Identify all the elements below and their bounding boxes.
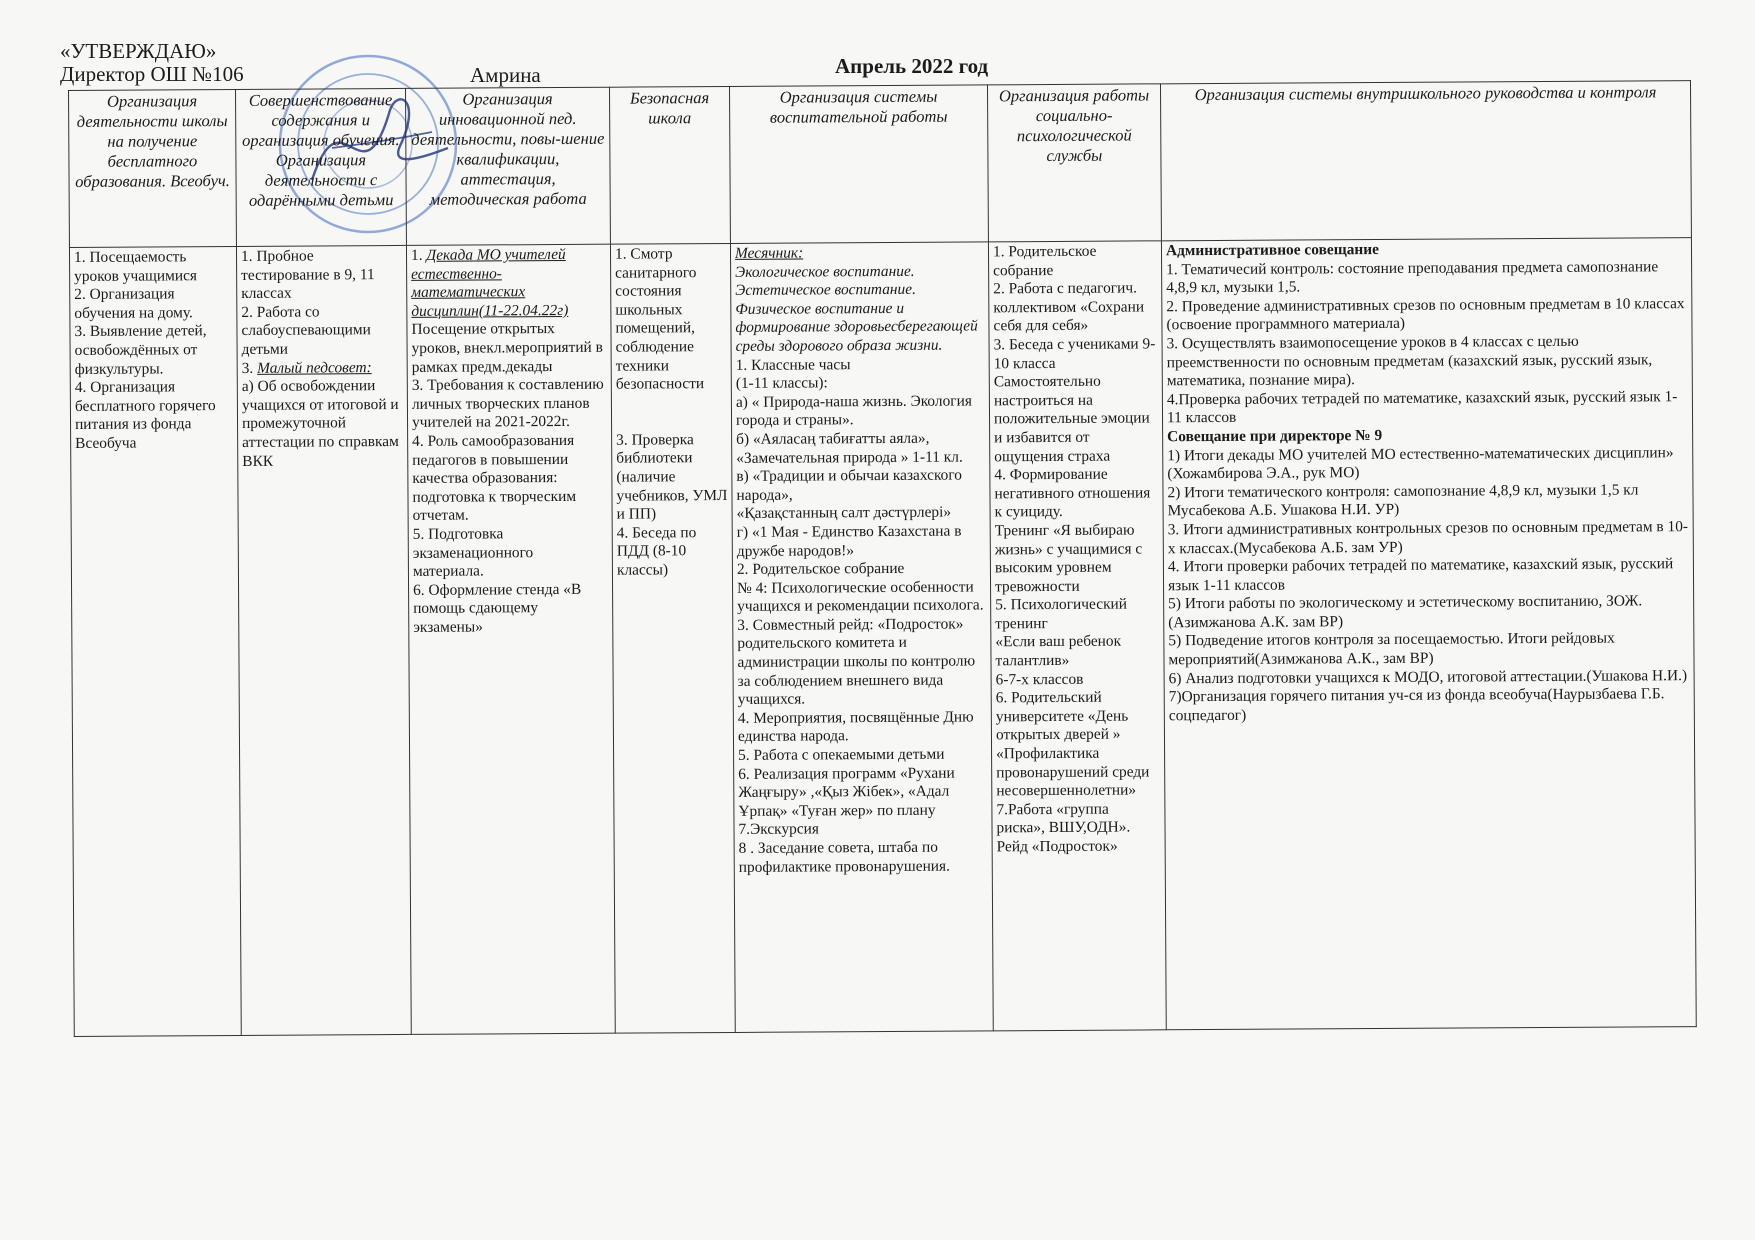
list-item: 1) Итоги декады МО учителей МО естественно-математических дисциплин» (Хожамбирова Э.А., рук МО): [1167, 443, 1674, 483]
list-item: [411, 246, 606, 322]
list-item: [242, 359, 403, 379]
item-number: 1.: [410, 246, 427, 264]
list-item: 2. Работа с педагогич. коллективом «Сохрани себя для себя»: [993, 279, 1145, 335]
list-item: 8 . Заседание совета, штаба по профилактике провонарушения.: [738, 838, 950, 876]
list-item: 4. Беседа по ПДД (8-10 классы): [616, 523, 697, 579]
list-item: 6. Родительский университете «День открытых дверей » «Профилактика провонарушений среди несовершеннолетни»: [995, 688, 1150, 800]
decade-title: Декада МО учителей естественно-математических дисциплин(11-22.04.22г): [411, 245, 569, 320]
cell-upbringing: [730, 242, 993, 1033]
list-item: 4. Итоги проверки рабочих тетрадей по математике, казахский язык, русский язык 1-11 классов: [1167, 555, 1674, 594]
list-item: а) Об освобождении учащихся от итоговой и промежуточной аттестации по справкам ВКК: [241, 377, 399, 470]
list-item: б) «Аяласаң табиғатты аяла», «Замечательная природа » 1-11 кл.: [736, 429, 963, 467]
list-item: 7.Экскурсия: [738, 820, 820, 839]
month-heading: Месячник:: [734, 244, 804, 262]
col-header-6: Организация работы социально-психологической службы: [987, 84, 1161, 242]
list-item: 3. Проверка библиотеки (наличие учебников, УМЛ и ПП): [616, 430, 728, 523]
list-item: 4. Мероприятия, посвящённые Дню единства народа.: [737, 708, 974, 746]
pedsovet-title: Малый педсовет:: [257, 358, 372, 377]
list-item: «Қазақстанның салт дәстүрлері»: [736, 503, 952, 523]
list-item: 1. Тематичесий контроль: состояние преподавания предмета самопознание 4,8,9 кл, музыки 1,5.: [1166, 257, 1659, 297]
list-item: 1. Смотр санитарного состояния школьных помещений, соблюдение техники безопасности: [614, 245, 705, 393]
header-row: [69, 81, 1692, 248]
cell-control: [1161, 238, 1696, 1030]
list-item: 2. Работа со слабоуспевающими детьми: [241, 303, 371, 358]
list-item: 2. Проведение административных срезов по основным предметам в 10 классах (освоение программного материала): [1166, 294, 1685, 334]
list-item: 2) Итоги тематического контроля: самопознание 4,8,9 кл, музыки 1,5 кл: [1167, 481, 1639, 502]
list-item: 5. Работа с опекаемыми детьми: [738, 745, 945, 764]
col-header-7: Организация системы внутришкольного руководства и контроля: [1160, 81, 1691, 241]
list-item: № 4: Психологические особенности учащихся и рекомендации психолога.: [737, 578, 984, 616]
list-item: 4.Проверка рабочих тетрадей по математике, казахский язык, русский язык 1-11 классов: [1166, 387, 1678, 427]
list-item: Тренинг «Я выбираю жизнь» с учащимися с высоким уровнем тревожности: [994, 521, 1143, 596]
list-item: 7)Организация горячего питания уч-ся из фонда всеобуча(Наурызбаева Г.Б. соцпедагог): [1168, 685, 1665, 725]
list-item: 3. Совместный рейд: «Подросток» родительского комитета и администрации школы по контролю за соблюдением внешнего вида учащихся.: [737, 615, 976, 709]
body-row: [69, 238, 1696, 1037]
list-item: 2. Родительское собрание: [736, 559, 905, 579]
list-item: 1. Пробное тестирование в 9, 11 классах: [240, 247, 375, 303]
col-header-1: Организация деятельности школы на получение бесплатного образования. Всеобуч.: [69, 89, 237, 247]
list-item: 4. Роль самообразования педагогов в повышении качества образования: подготовка к творческим отчетам.: [412, 431, 577, 525]
cell-methodical: [406, 244, 615, 1034]
list-item: 3. Осуществлять взаимопосещение уроков в 4 классах с целью преемственности по основным предметам (казахский язык, русский язык, математика, познание мира).: [1166, 332, 1653, 390]
list-item: Мусабекова А.Б. Ушакова Н.И. УР): [1167, 501, 1400, 520]
list-item: 6. Оформление стенда «В помощь сдающему экзамены»: [413, 580, 582, 636]
list-item: Физическое воспитание и формирование здоровьесберегающей среды здорового образа жизни.: [735, 299, 978, 355]
list-item: (1-11 классы):: [735, 374, 828, 393]
list-item: 3. Выявление детей, освобождённых от физкультуры.: [74, 322, 207, 378]
list-item: 5) Подведение итогов контроля за посещаемостью. Итоги рейдовых мероприятий(Азимжанова А.К., зам ВР): [1168, 630, 1615, 669]
list-item: 1. Посещаемость уроков учащимися: [73, 248, 198, 285]
approval-block: [60, 39, 541, 87]
list-item: Экологическое воспитание.: [735, 262, 915, 281]
director-name: Амрина: [470, 63, 541, 87]
col-header-2: Совершенствование содержания и организация обучения. Организация деятельности с одарёнными детьми: [235, 88, 406, 246]
list-item: 2. Организация обучения на дому.: [74, 285, 193, 322]
list-item: а) « Природа-наша жизнь. Экология города и страны».: [735, 392, 972, 430]
list-item: 3. Итоги административных контрольных срезов по основным предметам в 10-х классах.(Мусабекова А.Б. зам УР): [1167, 518, 1689, 557]
approval-line2: Директор ОШ №106: [60, 62, 244, 86]
cell-psychology: [988, 241, 1166, 1031]
admin-meeting-heading: Административное совещание: [1165, 240, 1380, 260]
list-item: в) «Традиции и обычаи казахского народа»,: [736, 466, 963, 504]
list-item: «Если ваш ребенок талантлив»: [995, 633, 1122, 670]
list-item: 3. Беседа с учениками 9-10 класса Самостоятельно настроиться на положительные эмоции и избавится от ощущения страха: [993, 335, 1156, 465]
approval-line1: «УТВЕРЖДАЮ»: [60, 39, 217, 63]
cell-vseobuch: [69, 246, 241, 1036]
list-item: 4. Организация бесплатного горячего питания из фонда Всеобуча: [74, 378, 216, 452]
list-item: 1. Родительское собрание: [992, 242, 1097, 279]
item-number: 3.: [241, 359, 258, 377]
list-item: Посещение открытых уроков, внекл.мероприятий в рамках предм.декады: [411, 320, 603, 376]
director-meeting-heading: Совещание при директоре № 9: [1167, 426, 1383, 446]
list-item: 5. Психологический тренинг: [995, 595, 1128, 633]
list-item: 6. Реализация программ «Рухани Жаңғыру» ,«Қыз Жібек», «Адал Ұрпақ» «Туған жер» по плану: [738, 764, 955, 820]
col-header-4: Безопасная школа: [609, 86, 730, 244]
list-item: 3. Требования к составлению личных творческих планов учителей на 2021-2022г.: [411, 375, 604, 432]
plan-table: [68, 80, 1697, 1037]
list-item: г) «1 Мая - Единство Казахстана в дружбе народов!»: [736, 522, 962, 560]
list-item: 4. Формирование негативного отношения к суициду.: [994, 465, 1151, 521]
list-item: Эстетическое воспитание.: [735, 281, 916, 300]
cell-education: [236, 245, 411, 1035]
cell-safety: [610, 243, 735, 1033]
col-header-3: Организация инновационной пед. деятельности, повы-шение квалификации, аттестация, методическая работа: [405, 87, 610, 245]
list-item: 5) Итоги работы по экологическому и эстетическому воспитанию, ЗОЖ.(Азимжанова А.К. зам ВР): [1168, 592, 1643, 632]
list-item: 5. Подготовка экзаменационного материала.: [412, 525, 534, 580]
list-item: 6) Анализ подготовки учащихся к МОДО, итоговой аттестации.(Ушакова Н.И.): [1168, 666, 1688, 687]
list-item: 7.Работа «группа риска», ВШУ,ОДН». Рейд «Подросток»: [996, 800, 1131, 856]
col-header-5: Организация системы воспитательной работы: [729, 85, 988, 244]
page-title: Апрель 2022 год: [835, 54, 989, 78]
list-item: 6-7-х классов: [995, 670, 1084, 689]
list-item: 1. Классные часы: [735, 355, 851, 374]
